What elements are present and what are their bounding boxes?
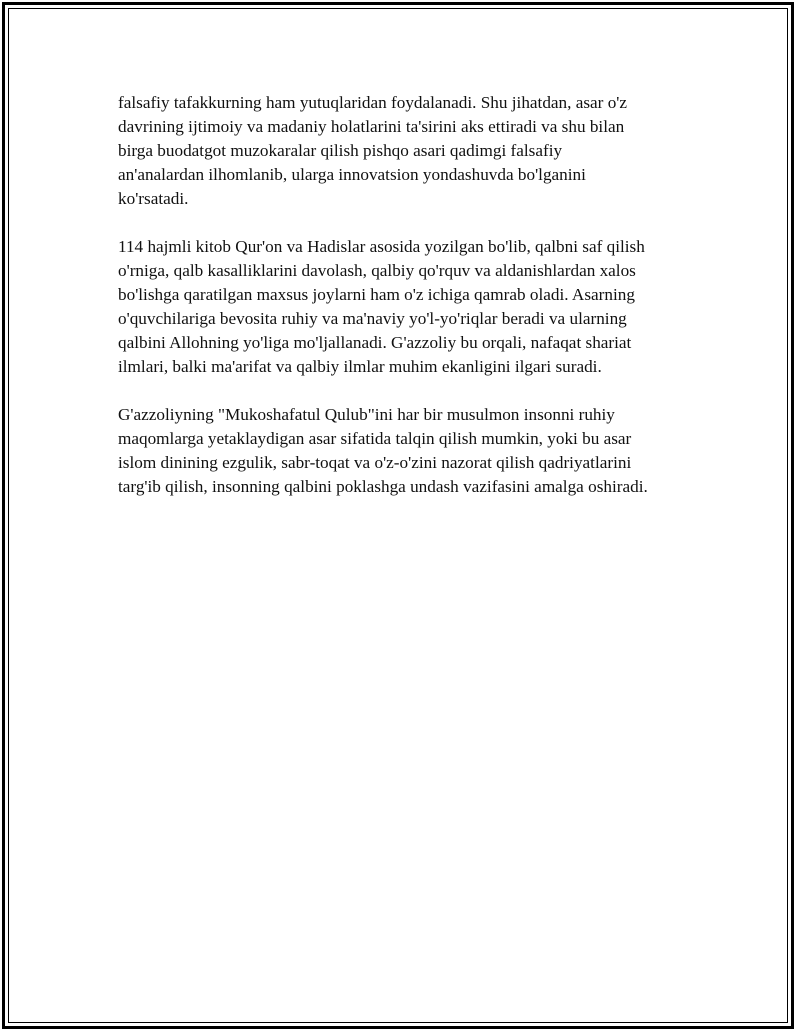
text-line: ko'rsatadi. bbox=[118, 189, 189, 208]
text-line: falsafiy tafakkurning ham yutuqlaridan foydalanadi. Shu jihatdan, asar o'z bbox=[118, 93, 628, 112]
text-line: bo'lishga qaratilgan maxsus joylarni ham o'z ichiga qamrab oladi. Asarning bbox=[118, 285, 635, 304]
paragraph-1 bbox=[118, 91, 698, 211]
text-line: davrining ijtimoiy va madaniy holatlarini ta'sirini aks ettiradi va shu bilan bbox=[118, 117, 625, 136]
text-line: o'quvchilariga bevosita ruhiy va ma'naviy yo'l-yo'riqlar beradi va ularning bbox=[118, 309, 627, 328]
text-line: an'analardan ilhomlanib, ularga innovatsion yondashuvda bo'lganini bbox=[118, 165, 586, 184]
paragraph-2 bbox=[118, 235, 698, 379]
text-line: ilmlari, balki ma'arifat va qalbiy ilmlar muhim ekanligini ilgari suradi. bbox=[118, 357, 602, 376]
paragraph-3 bbox=[118, 403, 698, 499]
text-line: birga buodatgot muzokaralar qilish pishqo asari qadimgi falsafiy bbox=[118, 141, 563, 160]
text-line: targ'ib qilish, insonning qalbini poklashga undash vazifasini amalga oshiradi. bbox=[118, 477, 648, 496]
text-line: o'rniga, qalb kasalliklarini davolash, qalbiy qo'rquv va aldanishlardan xalos bbox=[118, 261, 636, 280]
text-line: G'azzoliyning "Mukoshafatul Qulub"ini har bir musulmon insonni ruhiy bbox=[118, 405, 615, 424]
text-line: maqomlarga yetaklaydigan asar sifatida talqin qilish mumkin, yoki bu asar bbox=[118, 429, 632, 448]
document-body bbox=[118, 91, 698, 523]
text-line: qalbini Allohning yo'liga mo'ljallanadi. G'azzoliy bu orqali, nafaqat shariat bbox=[118, 333, 632, 352]
text-line: 114 hajmli kitob Qur'on va Hadislar asosida yozilgan bo'lib, qalbni saf qilish bbox=[118, 237, 645, 256]
text-line: islom dinining ezgulik, sabr-toqat va o'z-o'zini nazorat qilish qadriyatlarini bbox=[118, 453, 632, 472]
